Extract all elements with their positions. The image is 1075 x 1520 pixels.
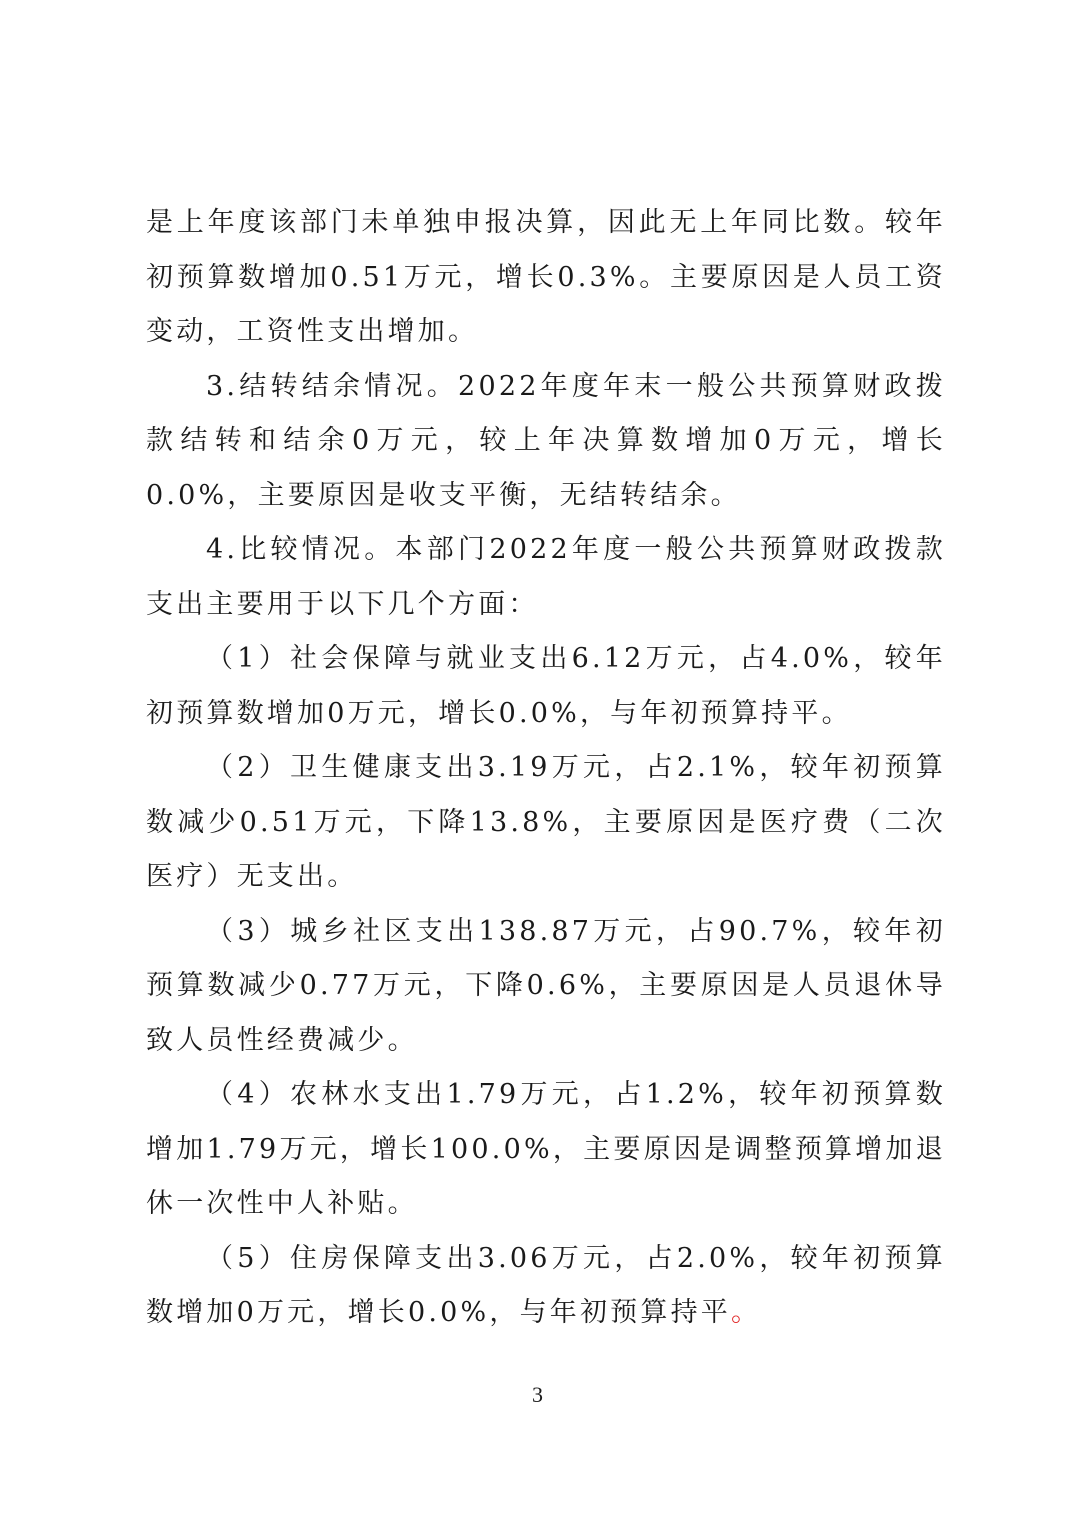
- paragraph-carryover: 3.结转结余情况。2022年度年末一般公共预算财政拨款结转和结余0万元，较上年决算数增加0万元，增长0.0%，主要原因是收支平衡，无结转结余。: [146, 370, 946, 511]
- paragraph-item-health: （2）卫生健康支出3.19万元，占2.1%，较年初预算数减少0.51万元，下降13.8%，主要原因是医疗费（二次医疗）无支出。: [146, 752, 946, 892]
- end-mark: 。: [730, 1297, 762, 1328]
- paragraph-comparison: 4.比较情况。本部门2022年度一般公共预算财政拨款支出主要用于以下几个方面：: [146, 534, 946, 620]
- document-body: [146, 196, 946, 1341]
- paragraph-item-housing: [146, 1232, 946, 1341]
- paragraph-item-agriculture: （4）农林水支出1.79万元，占1.2%，较年初预算数增加1.79万元，增长100.0%，主要原因是调整预算增加退休一次性中人补贴。: [146, 1079, 946, 1219]
- paragraph-item-urban-rural: （3）城乡社区支出138.87万元，占90.7%，较年初预算数减少0.77万元，下降0.6%，主要原因是人员退休导致人员性经费减少。: [146, 915, 946, 1056]
- paragraph-item-social-security: （1）社会保障与就业支出6.12万元，占4.0%，较年初预算数增加0万元，增长0.0%，与年初预算持平。: [146, 643, 946, 729]
- paragraph-item-housing-text: （5）住房保障支出3.06万元，占2.0%，较年初预算数增加0万元，增长0.0%，与年初预算持平: [146, 1242, 946, 1328]
- page-number: 3: [532, 1382, 543, 1407]
- paragraph-continuation: 是上年度该部门未单独申报决算，因此无上年同比数。较年初预算数增加0.51万元，增长0.3%。主要原因是人员工资变动，工资性支出增加。: [146, 207, 946, 347]
